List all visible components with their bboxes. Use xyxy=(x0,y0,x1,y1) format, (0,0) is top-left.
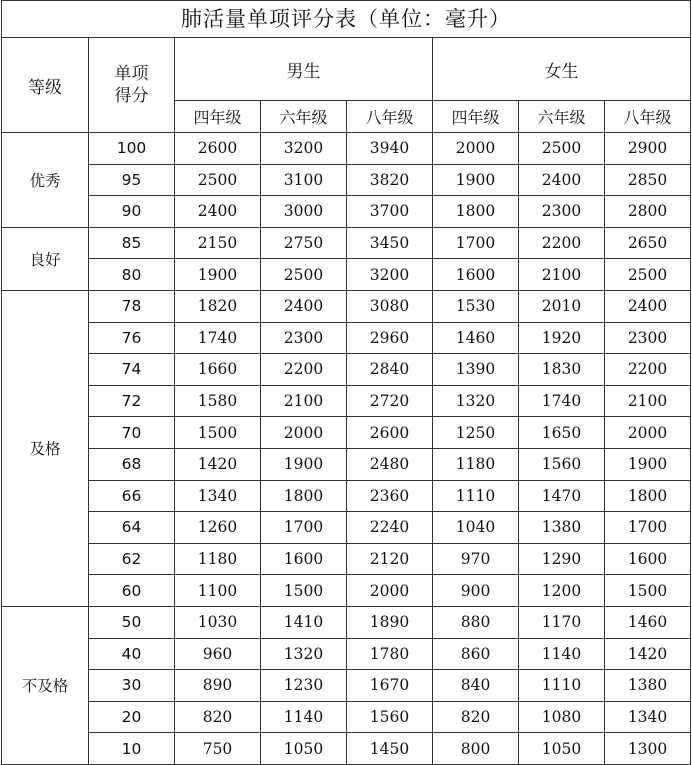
score-cell: 50 xyxy=(89,606,175,638)
value-cell: 1230 xyxy=(261,670,347,702)
table-row xyxy=(2,196,691,228)
value-cell: 1420 xyxy=(175,448,261,480)
value-cell: 2240 xyxy=(347,512,433,544)
score-cell: 90 xyxy=(89,196,175,228)
value-cell: 2960 xyxy=(347,322,433,354)
value-cell: 2200 xyxy=(261,354,347,386)
value-cell: 1650 xyxy=(519,417,605,449)
value-cell: 1080 xyxy=(519,701,605,733)
table-row xyxy=(2,227,691,259)
value-cell: 2500 xyxy=(605,259,691,291)
value-cell: 2800 xyxy=(605,196,691,228)
value-cell: 1260 xyxy=(175,512,261,544)
value-cell: 2300 xyxy=(519,196,605,228)
value-cell: 1800 xyxy=(605,480,691,512)
value-cell: 2200 xyxy=(519,227,605,259)
score-cell: 20 xyxy=(89,701,175,733)
table-row xyxy=(2,480,691,512)
value-cell: 1410 xyxy=(261,606,347,638)
table-row xyxy=(2,417,691,449)
value-cell: 2120 xyxy=(347,543,433,575)
score-cell: 10 xyxy=(89,733,175,765)
value-cell: 1900 xyxy=(605,448,691,480)
value-cell: 1560 xyxy=(519,448,605,480)
value-cell: 1600 xyxy=(261,543,347,575)
value-cell: 2850 xyxy=(605,164,691,196)
value-cell: 2300 xyxy=(605,322,691,354)
value-cell: 3000 xyxy=(261,196,347,228)
table-row xyxy=(2,543,691,575)
value-cell: 1390 xyxy=(433,354,519,386)
value-cell: 1700 xyxy=(605,512,691,544)
header-female-grade4: 四年级 xyxy=(433,101,519,133)
value-cell: 1800 xyxy=(261,480,347,512)
table-row xyxy=(2,259,691,291)
header-grade: 等级 xyxy=(2,38,89,133)
table-row xyxy=(2,701,691,733)
value-cell: 2150 xyxy=(175,227,261,259)
value-cell: 840 xyxy=(433,670,519,702)
header-score-line2: 得分 xyxy=(114,86,149,106)
score-cell: 70 xyxy=(89,417,175,449)
grade-label: 优秀 xyxy=(2,133,89,228)
score-cell: 68 xyxy=(89,448,175,480)
table-row xyxy=(2,385,691,417)
value-cell: 1300 xyxy=(605,733,691,765)
value-cell: 1340 xyxy=(605,701,691,733)
value-cell: 1920 xyxy=(519,322,605,354)
value-cell: 2650 xyxy=(605,227,691,259)
value-cell: 1050 xyxy=(261,733,347,765)
value-cell: 1030 xyxy=(175,606,261,638)
value-cell: 2100 xyxy=(519,259,605,291)
table-row xyxy=(2,733,691,765)
value-cell: 2400 xyxy=(519,164,605,196)
header-female-grade6: 六年级 xyxy=(519,101,605,133)
value-cell: 890 xyxy=(175,670,261,702)
table-row xyxy=(2,670,691,702)
value-cell: 750 xyxy=(175,733,261,765)
value-cell: 2840 xyxy=(347,354,433,386)
table-row xyxy=(2,290,691,322)
header-female: 女生 xyxy=(433,38,691,101)
table-row xyxy=(2,164,691,196)
value-cell: 1700 xyxy=(433,227,519,259)
score-cell: 85 xyxy=(89,227,175,259)
value-cell: 2600 xyxy=(347,417,433,449)
value-cell: 1740 xyxy=(175,322,261,354)
value-cell: 1420 xyxy=(605,638,691,670)
score-cell: 76 xyxy=(89,322,175,354)
value-cell: 1470 xyxy=(519,480,605,512)
value-cell: 1050 xyxy=(519,733,605,765)
header-male-grade6: 六年级 xyxy=(261,101,347,133)
value-cell: 1500 xyxy=(261,575,347,607)
value-cell: 2480 xyxy=(347,448,433,480)
score-cell: 80 xyxy=(89,259,175,291)
value-cell: 1800 xyxy=(433,196,519,228)
value-cell: 1560 xyxy=(347,701,433,733)
value-cell: 2500 xyxy=(261,259,347,291)
value-cell: 1780 xyxy=(347,638,433,670)
value-cell: 820 xyxy=(175,701,261,733)
value-cell: 2200 xyxy=(605,354,691,386)
value-cell: 1180 xyxy=(433,448,519,480)
value-cell: 3820 xyxy=(347,164,433,196)
table-row xyxy=(2,606,691,638)
value-cell: 1290 xyxy=(519,543,605,575)
header-female-grade8: 八年级 xyxy=(605,101,691,133)
value-cell: 2000 xyxy=(605,417,691,449)
value-cell: 1250 xyxy=(433,417,519,449)
score-cell: 66 xyxy=(89,480,175,512)
value-cell: 3100 xyxy=(261,164,347,196)
header-score xyxy=(89,38,175,133)
table-row xyxy=(2,322,691,354)
value-cell: 1460 xyxy=(433,322,519,354)
table-title: 肺活量单项评分表（单位：毫升） xyxy=(1,0,691,37)
value-cell: 1900 xyxy=(175,259,261,291)
value-cell: 1580 xyxy=(175,385,261,417)
table-row xyxy=(2,448,691,480)
score-cell: 30 xyxy=(89,670,175,702)
value-cell: 880 xyxy=(433,606,519,638)
value-cell: 1700 xyxy=(261,512,347,544)
value-cell: 820 xyxy=(433,701,519,733)
value-cell: 3450 xyxy=(347,227,433,259)
value-cell: 2000 xyxy=(433,133,519,165)
value-cell: 1340 xyxy=(175,480,261,512)
table-row xyxy=(2,638,691,670)
value-cell: 1380 xyxy=(519,512,605,544)
table-row xyxy=(2,133,691,165)
value-cell: 2100 xyxy=(605,385,691,417)
header-score-line1: 单项 xyxy=(114,64,149,84)
score-cell: 78 xyxy=(89,290,175,322)
value-cell: 2000 xyxy=(261,417,347,449)
score-cell: 100 xyxy=(89,133,175,165)
value-cell: 1660 xyxy=(175,354,261,386)
value-cell: 2600 xyxy=(175,133,261,165)
value-cell: 1320 xyxy=(261,638,347,670)
header-male-grade4: 四年级 xyxy=(175,101,261,133)
value-cell: 2500 xyxy=(519,133,605,165)
value-cell: 2100 xyxy=(261,385,347,417)
value-cell: 2720 xyxy=(347,385,433,417)
value-cell: 2010 xyxy=(519,290,605,322)
score-table xyxy=(1,37,691,765)
value-cell: 1500 xyxy=(175,417,261,449)
value-cell: 2900 xyxy=(605,133,691,165)
header-male: 男生 xyxy=(175,38,433,101)
score-table-body xyxy=(2,133,691,765)
value-cell: 1740 xyxy=(519,385,605,417)
value-cell: 1830 xyxy=(519,354,605,386)
value-cell: 3080 xyxy=(347,290,433,322)
value-cell: 1600 xyxy=(433,259,519,291)
value-cell: 3700 xyxy=(347,196,433,228)
score-cell: 60 xyxy=(89,575,175,607)
score-cell: 95 xyxy=(89,164,175,196)
value-cell: 3200 xyxy=(261,133,347,165)
value-cell: 2300 xyxy=(261,322,347,354)
grade-label: 不及格 xyxy=(2,606,89,764)
value-cell: 1900 xyxy=(433,164,519,196)
score-cell: 74 xyxy=(89,354,175,386)
value-cell: 1140 xyxy=(261,701,347,733)
value-cell: 1530 xyxy=(433,290,519,322)
table-row xyxy=(2,354,691,386)
value-cell: 2400 xyxy=(261,290,347,322)
value-cell: 1170 xyxy=(519,606,605,638)
value-cell: 2750 xyxy=(261,227,347,259)
value-cell: 1140 xyxy=(519,638,605,670)
value-cell: 1180 xyxy=(175,543,261,575)
value-cell: 2400 xyxy=(605,290,691,322)
value-cell: 900 xyxy=(433,575,519,607)
score-cell: 72 xyxy=(89,385,175,417)
value-cell: 1900 xyxy=(261,448,347,480)
table-row xyxy=(2,575,691,607)
grade-label: 及格 xyxy=(2,290,89,606)
value-cell: 1890 xyxy=(347,606,433,638)
value-cell: 1110 xyxy=(433,480,519,512)
value-cell: 1110 xyxy=(519,670,605,702)
value-cell: 2360 xyxy=(347,480,433,512)
value-cell: 860 xyxy=(433,638,519,670)
value-cell: 1040 xyxy=(433,512,519,544)
value-cell: 2400 xyxy=(175,196,261,228)
value-cell: 3940 xyxy=(347,133,433,165)
value-cell: 1820 xyxy=(175,290,261,322)
grade-label: 良好 xyxy=(2,227,89,290)
score-cell: 64 xyxy=(89,512,175,544)
value-cell: 1100 xyxy=(175,575,261,607)
value-cell: 3200 xyxy=(347,259,433,291)
value-cell: 970 xyxy=(433,543,519,575)
value-cell: 800 xyxy=(433,733,519,765)
score-cell: 40 xyxy=(89,638,175,670)
value-cell: 1460 xyxy=(605,606,691,638)
value-cell: 1670 xyxy=(347,670,433,702)
value-cell: 2500 xyxy=(175,164,261,196)
value-cell: 1200 xyxy=(519,575,605,607)
value-cell: 1600 xyxy=(605,543,691,575)
value-cell: 960 xyxy=(175,638,261,670)
value-cell: 1320 xyxy=(433,385,519,417)
value-cell: 1450 xyxy=(347,733,433,765)
score-cell: 62 xyxy=(89,543,175,575)
value-cell: 1500 xyxy=(605,575,691,607)
value-cell: 1380 xyxy=(605,670,691,702)
value-cell: 2000 xyxy=(347,575,433,607)
table-row xyxy=(2,512,691,544)
header-male-grade8: 八年级 xyxy=(347,101,433,133)
